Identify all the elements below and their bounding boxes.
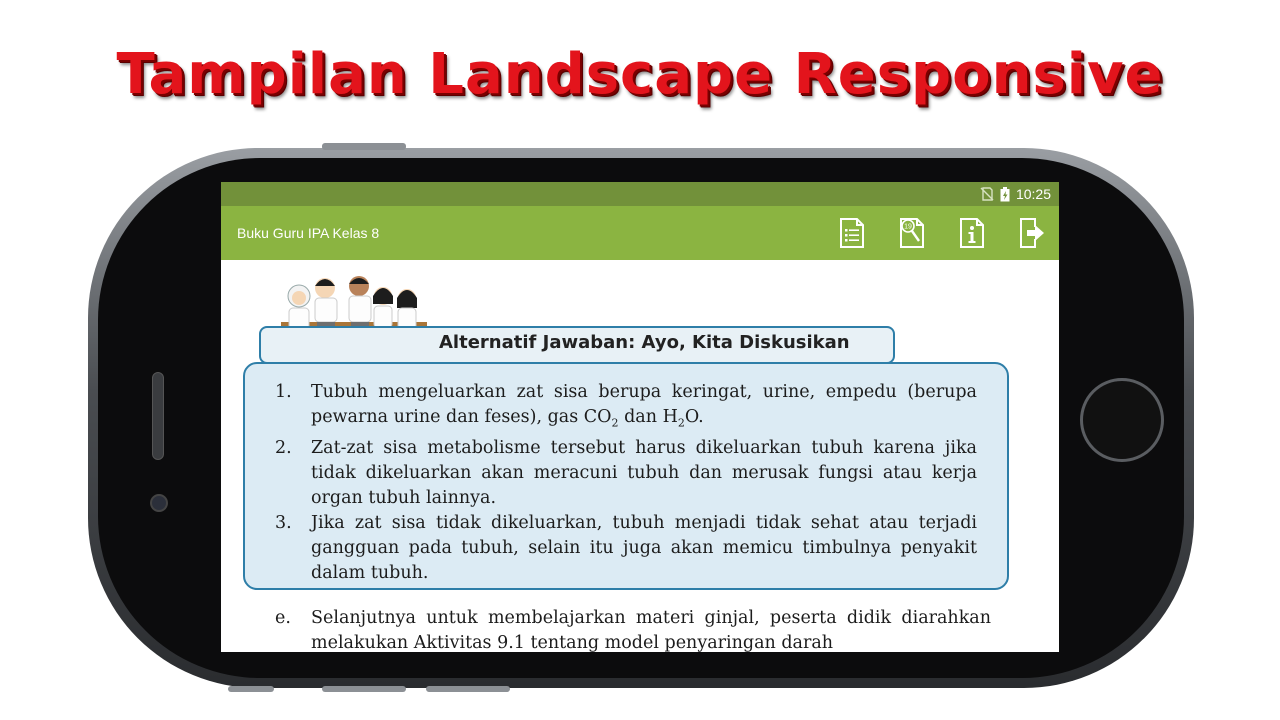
paragraph-e — [275, 606, 991, 652]
phone-screen — [221, 182, 1059, 652]
info-icon[interactable] — [959, 217, 985, 249]
subscript: 2 — [677, 416, 685, 430]
paragraph-number: e. — [275, 608, 291, 628]
list-item-text: Jika zat sisa tidak dikeluarkan, tubuh menjadi tidak sehat atau terjadi gangguan pada tubuh, selain itu juga akan memicu timbulnya penyakit dalam tubuh. — [311, 512, 977, 583]
exit-icon[interactable] — [1019, 217, 1045, 249]
status-time: 10:25 — [1015, 186, 1051, 202]
list-item-text: Zat-zat sisa metabolisme tersebut harus dikeluarkan tubuh karena jika tidak dikeluarkan akan meracuni tubuh dan merusak fungsi atau kerja organ tubuh lainnya. — [311, 437, 977, 508]
list-icon[interactable] — [839, 217, 865, 249]
volume-button-bottom — [228, 686, 274, 692]
list-item — [275, 511, 977, 586]
speaker-grille — [152, 372, 164, 460]
volume-button-top — [322, 143, 406, 150]
headline: Tampilan Landscape Responsive — [116, 42, 1164, 107]
list-item-number: 1. — [275, 382, 292, 402]
paragraph-text: Selanjutnya untuk membelajarkan materi ginjal, peserta didik diarahkan melakukan Aktivitas 9.1 tentang model penyaringan darah — [311, 608, 991, 652]
list-item-number: 2. — [275, 437, 292, 458]
app-bar-actions — [839, 217, 1045, 249]
search-page-icon[interactable] — [899, 217, 925, 249]
list-item — [275, 380, 977, 436]
subscript: 2 — [611, 416, 619, 430]
app-title: Buku Guru IPA Kelas 8 — [237, 225, 380, 241]
power-button-b — [426, 686, 510, 692]
answer-list — [275, 380, 977, 586]
power-button-a — [322, 686, 406, 692]
list-item-text: dan H — [618, 407, 678, 427]
front-camera — [150, 494, 168, 512]
list-item-text: Tubuh mengeluarkan zat sisa berupa keringat, urine, empedu (berupa pewarna urine dan feses), gas CO — [311, 382, 977, 427]
search-badge: 19 — [904, 223, 912, 231]
app-bar — [221, 206, 1059, 260]
list-item-text: O. — [684, 407, 704, 427]
status-bar — [221, 182, 1059, 206]
section-title: Alternatif Jawaban: Ayo, Kita Diskusikan — [439, 332, 850, 353]
battery-charging-icon — [1000, 187, 1010, 202]
book-page[interactable] — [221, 260, 1059, 652]
list-item-number: 3. — [275, 512, 292, 533]
list-item — [275, 436, 977, 511]
home-button[interactable] — [1080, 378, 1164, 462]
no-sim-icon — [980, 187, 994, 201]
